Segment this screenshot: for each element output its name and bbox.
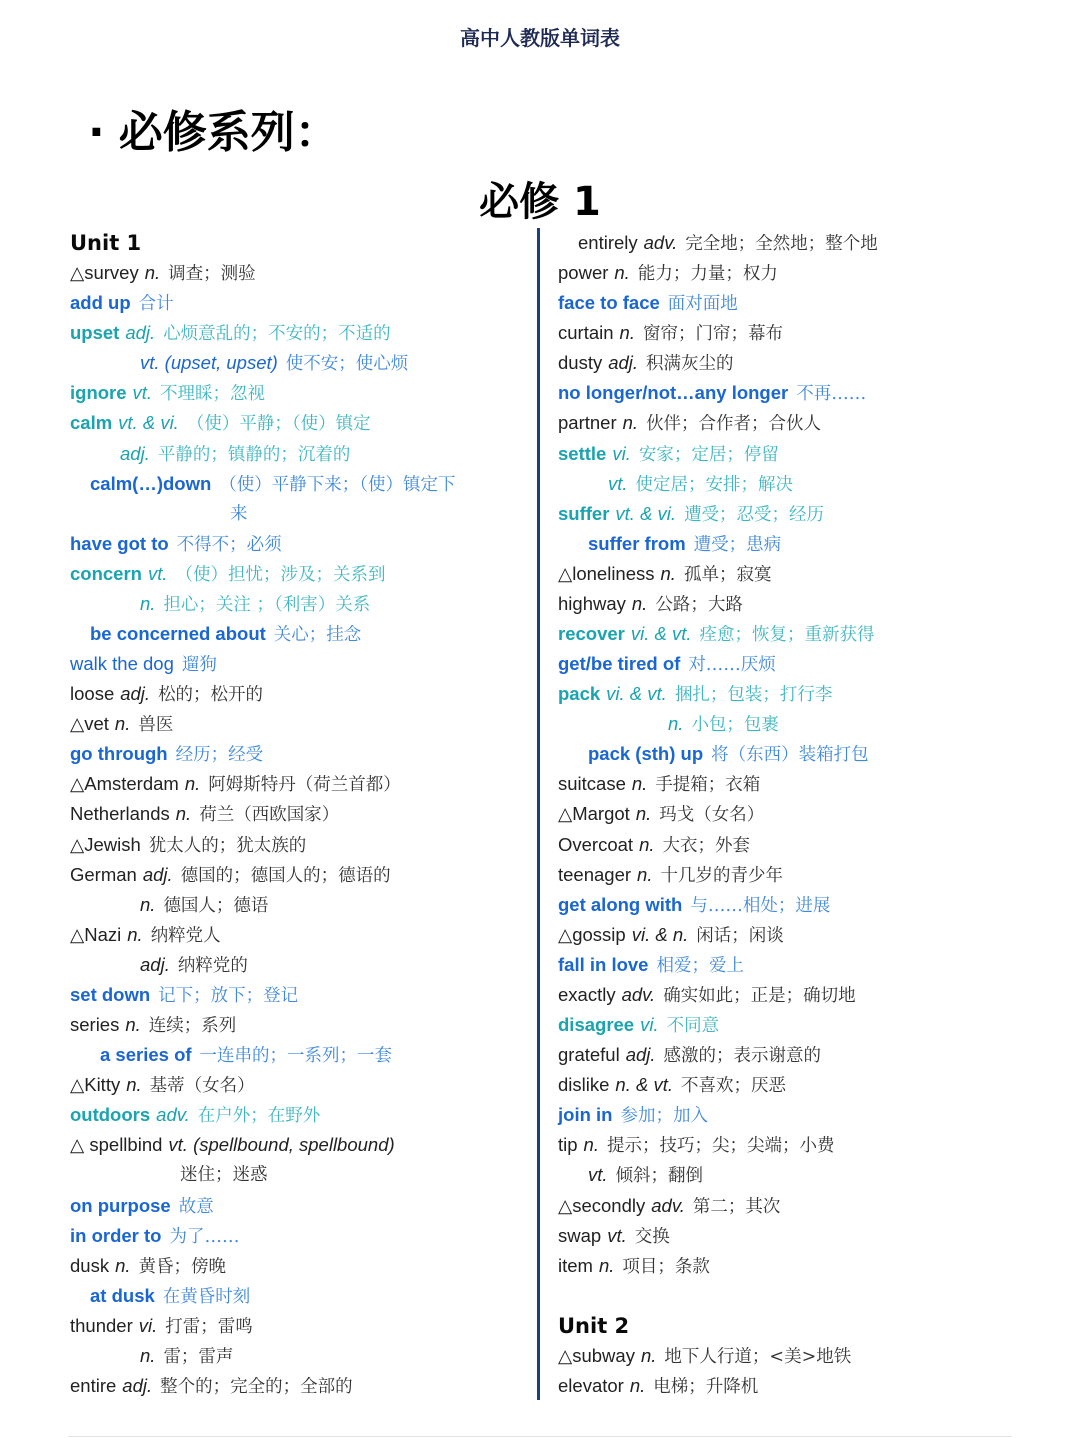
part-of-speech: adj. [125,322,156,344]
vocab-word: be concerned about [90,623,266,645]
vocab-meaning: 手提箱；衣箱 [655,775,761,796]
vocab-meaning: 捆扎；包装；打行李 [674,685,833,706]
vocab-meaning: 荷兰（西欧国家） [199,805,340,826]
vocab-meaning: 迷住；迷惑 [180,1165,268,1186]
part-of-speech: n. [631,773,648,795]
part-of-speech: n. [631,592,648,614]
vocab-meaning: （使）担忧；涉及；关系到 [175,564,386,585]
vocab-entry [70,408,530,438]
vocab-entry [70,499,530,529]
unit-heading: Unit 1 [70,231,142,255]
vocab-meaning: 窗帘；门帘；幕布 [642,324,783,345]
vocab-entry [70,860,530,890]
part-of-speech: vi. & vt. [630,623,692,645]
part-of-speech: n. & vt. [615,1074,673,1096]
part-of-speech: adj. [120,442,150,464]
vocab-word: get/be tired of [558,653,681,675]
vocab-entry [70,679,530,709]
vocab-entry [558,318,1028,348]
vocab-entry [558,469,1028,499]
vocab-meaning: 使不安；使心烦 [285,354,409,375]
vocab-meaning: 闲话；闲谈 [696,925,784,946]
part-of-speech: adj. [625,1044,656,1066]
vocab-entry [558,439,1028,469]
vocab-word: upset [70,322,120,344]
vocab-meaning: 阿姆斯特丹（荷兰首都） [208,775,401,796]
vocab-entry [70,950,530,980]
vocab-entry [70,769,530,799]
vocab-meaning: 大衣；外套 [662,835,750,856]
vocab-word: Overcoat [558,833,634,855]
vocab-entry [558,950,1028,980]
part-of-speech: vt. & vi. [118,412,179,434]
vocab-entry [70,920,530,950]
vocab-meaning: 纳粹党的 [177,955,248,976]
vocab-meaning: 小包；包裹 [691,715,779,736]
vocab-entry [558,860,1028,890]
part-of-speech: vi. & vt. [606,683,667,705]
vocab-entry [558,1371,1028,1401]
vocab-meaning: 打雷；雷鸣 [165,1316,253,1337]
vocab-word: suffer [558,502,610,524]
vocab-meaning: 提示；技巧；尖；尖端；小费 [606,1136,835,1157]
vocab-entry [558,980,1028,1010]
part-of-speech: adj. [120,683,151,705]
part-of-speech: n. [637,863,653,885]
part-of-speech: n. [114,713,131,735]
vocab-entry [70,1371,530,1401]
vocab-entry [70,890,530,920]
vocab-entry [558,679,1028,709]
part-of-speech: vt. [132,382,153,404]
vocab-entry [558,258,1028,288]
vocab-meaning: 不理睬；忽视 [160,384,266,405]
part-of-speech: n. [583,1134,599,1156]
vocab-meaning: 整个的；完全的；全部的 [160,1376,353,1397]
vocab-entry [558,739,1028,769]
vocab-word: grateful [558,1044,620,1066]
vocab-word: curtain [558,322,614,344]
vocab-meaning: 遭受；忍受；经历 [684,504,825,525]
vocab-meaning: 将（东西）装箱打包 [711,745,869,766]
column-divider [537,228,540,1400]
vocab-entry [70,439,530,469]
vocab-meaning: 纳粹党人 [150,925,221,946]
part-of-speech: n. [125,1014,141,1036]
vocab-word: calm [70,412,113,434]
part-of-speech: adv. [643,232,678,253]
vocab-meaning: 连续；系列 [148,1016,237,1037]
vocab-entry [70,1311,530,1341]
part-of-speech: n. [184,773,201,795]
vocab-word: △Amsterdam [70,773,179,795]
vocab-word: △ spellbind [70,1134,163,1156]
vocab-word: face to face [558,292,660,314]
right-word-column [558,228,1028,1401]
part-of-speech: n. [668,713,684,735]
part-of-speech: n. [140,1344,156,1366]
vocab-meaning: 故意 [178,1196,214,1217]
unit-heading: Unit 2 [558,1313,630,1338]
part-of-speech: vt. & vi. [615,502,677,524]
vocab-entry [558,619,1028,649]
vocab-meaning: 松的；松开的 [158,685,264,706]
part-of-speech: n. [660,562,676,584]
vocab-meaning: 公路；大路 [655,594,743,615]
part-of-speech: adj. [608,352,639,374]
vocab-meaning: 参加；加入 [620,1106,708,1127]
vocab-meaning: 合计 [138,294,174,315]
vocab-entry [558,920,1028,950]
vocab-entry [558,1100,1028,1130]
vocab-word: swap [558,1224,602,1246]
vocab-word: △vet [70,713,109,735]
vocab-entry [558,1010,1028,1040]
vocab-word: exactly [558,983,616,1005]
vocab-entry [70,529,530,559]
part-of-speech: vt. [608,472,628,494]
vocab-entry [558,348,1028,378]
vocab-meaning: 积满灰尘的 [646,354,734,375]
vocab-entry [70,1040,530,1070]
vocab-entry [558,499,1028,529]
part-of-speech: n. [619,322,635,344]
vocab-meaning: 雷；雷声 [163,1346,234,1367]
vocab-meaning: 经历；经受 [175,745,264,766]
vocab-word: recover [558,623,625,645]
vocab-word: no longer/not…any longer [558,382,789,404]
vocab-meaning: 第二；其次 [692,1196,781,1217]
vocab-entry [70,1221,530,1251]
vocab-word: item [558,1254,593,1276]
vocab-entry [70,1010,530,1040]
vocab-word: on purpose [70,1194,171,1216]
vocab-meaning: 心烦意乱的；不安的；不适的 [163,324,391,345]
vocab-word: △gossip [558,923,626,945]
vocab-meaning: 使定居；安排；解决 [635,474,794,495]
document-header: 高中人教版单词表 [460,26,620,50]
vocab-word: power [558,262,609,284]
vocab-word: △survey [70,262,139,284]
part-of-speech: n. [140,592,156,614]
book-title: 必修 1 [479,179,601,225]
vocab-meaning: 安家；定居；停留 [638,444,779,465]
vocab-entry [558,559,1028,589]
part-of-speech: adv. [621,983,656,1005]
vocab-meaning: 电梯；升降机 [653,1376,759,1397]
bottom-rule [68,1436,1012,1437]
vocab-meaning: 确实如此；正是；确切地 [663,985,856,1006]
vocab-meaning: 记下；放下；登记 [158,985,299,1006]
vocab-word: series [70,1014,120,1036]
vocab-entry [558,769,1028,799]
vocab-meaning: 能力；力量；权力 [637,264,778,285]
vocab-entry [70,1070,530,1100]
vocab-word: suffer from [588,532,686,554]
vocab-meaning: 不得不；必须 [176,534,282,555]
vocab-word: dislike [558,1074,610,1096]
vocab-entry [70,1251,530,1281]
vocab-word: disagree [558,1014,635,1036]
vocab-meaning: 在黄昏时刻 [162,1286,251,1307]
part-of-speech: adv. [651,1194,685,1216]
spacer [558,1281,1028,1311]
vocab-entry [558,1040,1028,1070]
vocab-entry [70,1191,530,1221]
vocab-meaning: 项目；条款 [622,1256,710,1277]
vocab-word: △secondly [558,1194,646,1216]
vocab-word: △Margot [558,803,630,825]
vocab-word: German [70,863,137,885]
vocab-entry [558,649,1028,679]
vocab-entry [70,1160,530,1190]
vocab-meaning: （使）平静下来；（使）镇定下 [219,474,456,495]
part-of-speech: vt. [147,562,168,584]
vocab-word: △Kitty [70,1074,121,1096]
vocab-word: △subway [558,1344,635,1366]
vocab-meaning: 担心；关注 ；（利害）关系 [163,594,371,615]
vocab-entry [70,318,530,348]
vocab-entry [558,589,1028,619]
vocab-word: △Jewish [70,833,141,855]
vocab-word: go through [70,743,168,765]
part-of-speech: adj. [142,863,173,885]
vocab-word: have got to [70,532,169,554]
vocab-meaning: 交换 [634,1226,670,1247]
vocab-meaning: 犹太人的；犹太族的 [148,835,307,856]
vocab-entry [70,619,530,649]
vocab-entry [558,529,1028,559]
part-of-speech: vi. [640,1014,659,1036]
vocab-meaning: 不同意 [666,1016,720,1037]
part-of-speech: n. [175,803,192,825]
vocab-entry [70,378,530,408]
vocab-entry [558,228,1028,258]
vocab-word: get along with [558,893,683,915]
part-of-speech: vt. [607,1224,627,1246]
vocab-meaning: 痊愈；恢复；重新获得 [699,625,875,646]
vocab-word: highway [558,592,626,614]
part-of-speech: n. [126,1074,142,1096]
vocab-word: at dusk [90,1284,155,1306]
vocab-entry [558,1341,1028,1371]
vocab-entry [558,799,1028,829]
vocab-meaning: 不喜欢；厌恶 [681,1076,786,1097]
section-title-text: 必修系列： [118,107,339,158]
vocab-entry [70,559,530,589]
part-of-speech: n. [144,262,161,284]
vocab-entry [558,288,1028,318]
vocab-entry [558,709,1028,739]
vocab-entry [558,1070,1028,1100]
vocab-entry [558,830,1028,860]
vocab-entry [70,1341,530,1371]
part-of-speech: n. [115,1254,131,1276]
vocab-word: a series of [100,1044,192,1066]
vocab-word: outdoors [70,1104,151,1126]
part-of-speech: vt. [588,1164,608,1186]
vocab-entry [70,469,530,499]
vocab-word: set down [70,983,151,1005]
vocab-word: dusty [558,352,603,374]
part-of-speech: n. [622,412,639,434]
vocab-word: pack [558,683,601,705]
vocab-meaning: 对……厌烦 [688,655,776,676]
vocab-entry [70,258,530,288]
vocab-meaning: 基蒂（女名） [149,1076,255,1097]
part-of-speech: n. [614,262,630,284]
vocab-word: tip [558,1134,578,1156]
vocab-word: pack (sth) up [588,743,704,765]
part-of-speech: vt. (upset, upset) [140,352,278,374]
vocab-entry [70,288,530,318]
vocab-word: fall in love [558,953,649,975]
vocab-word: concern [70,562,142,584]
section-title [88,96,339,160]
vocab-word: dusk [70,1254,110,1276]
part-of-speech: n. [598,1254,615,1276]
vocab-meaning: 调查；测验 [168,264,256,285]
vocab-meaning: 玛戈（女名） [659,805,765,826]
vocab-meaning: 倾斜；翻倒 [615,1166,704,1187]
vocab-entry [70,830,530,860]
vocab-word: add up [70,292,131,314]
vocab-entry [558,890,1028,920]
vocab-word: join in [558,1104,613,1126]
part-of-speech: n. [635,803,652,825]
left-word-column [70,228,530,1401]
vocab-meaning: 面对面地 [667,294,738,315]
vocab-entry [70,1100,530,1130]
vocab-word: teenager [558,863,632,885]
part-of-speech: adj. [122,1374,153,1396]
vocab-meaning: 黄昏；傍晚 [138,1256,227,1277]
part-of-speech: n. [140,893,156,915]
vocab-meaning: 德国的；德国人的；德语的 [180,865,391,886]
vocab-entry [70,739,530,769]
vocab-meaning: 德国人；德语 [163,895,269,916]
part-of-speech: vt. (spellbound, spellbound) [168,1134,395,1156]
vocab-entry [70,649,530,679]
vocab-meaning: （使）平静；（使）镇定 [186,414,371,435]
part-of-speech: n. [640,1344,657,1366]
vocab-meaning: 十几岁的青少年 [660,865,783,886]
part-of-speech: adj. [140,953,170,975]
vocab-meaning: 在户外；在野外 [197,1106,321,1127]
vocab-meaning: 相爱；爱上 [656,955,744,976]
vocab-meaning: 感激的；表示谢意的 [663,1046,822,1067]
part-of-speech: n. [639,833,655,855]
vocab-entry [558,1251,1028,1281]
vocab-meaning: 平静的；镇静的；沉着的 [157,444,351,465]
vocab-word: walk the dog [70,653,174,675]
vocab-entry [558,1160,1028,1190]
part-of-speech: vi. & n. [631,923,689,945]
vocab-word: partner [558,412,617,434]
vocab-word: calm(…)down [90,472,212,494]
vocab-entry [558,1130,1028,1160]
vocab-meaning: 不再…… [796,384,867,405]
vocab-meaning: 遛狗 [181,655,217,676]
vocab-meaning: 孤单；寂寞 [683,564,772,585]
vocab-entry [70,799,530,829]
part-of-speech: adv. [156,1104,190,1126]
vocab-word: △loneliness [558,562,655,584]
vocab-word: Netherlands [70,803,170,825]
vocab-meaning: 地下人行道；<美>地铁 [664,1346,852,1367]
vocab-meaning: 兽医 [138,715,174,736]
vocab-meaning: 来 [230,503,248,524]
vocab-word: loose [70,683,115,705]
vocab-meaning: 完全地；全然地；整个地 [685,234,878,254]
part-of-speech: n. [127,923,143,945]
vocab-entry [558,1191,1028,1221]
vocab-meaning: 遭受；患病 [693,534,782,555]
vocab-meaning: 为了…… [169,1226,240,1247]
vocab-entry [558,378,1028,408]
part-of-speech: vi. [138,1314,158,1336]
part-of-speech: vi. [612,442,631,464]
vocab-word: thunder [70,1314,133,1336]
vocab-entry [70,589,530,619]
vocab-meaning: 伙伴；合作者；合伙人 [646,414,822,435]
vocab-word: ignore [70,382,127,404]
vocab-entry [70,709,530,739]
vocab-entry [70,980,530,1010]
section-bullet: · [88,107,105,158]
vocab-entry [70,1281,530,1311]
vocab-entry [558,408,1028,438]
part-of-speech: n. [629,1374,646,1396]
vocab-word: entire [70,1374,117,1396]
vocab-word: settle [558,442,607,464]
vocab-meaning: 与……相处；进展 [690,895,831,916]
vocab-word: △Nazi [70,923,122,945]
vocab-meaning: 一连串的；一系列；一套 [199,1046,393,1067]
vocab-meaning: 关心；挂念 [273,625,362,646]
vocab-entry [70,1130,530,1160]
vocab-entry [558,1221,1028,1251]
vocab-word: entirely [578,232,638,253]
vocab-word: in order to [70,1224,162,1246]
vocab-entry [70,348,530,378]
vocab-word: elevator [558,1374,624,1396]
vocab-word: suitcase [558,773,626,795]
